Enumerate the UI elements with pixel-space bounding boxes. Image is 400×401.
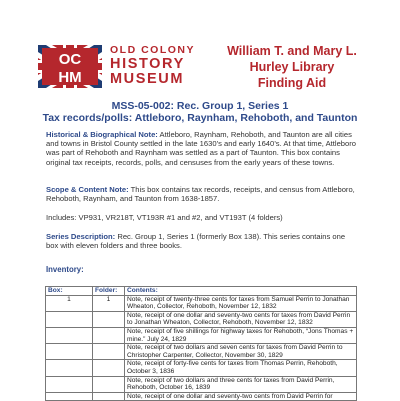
series-description-label: Series Description: xyxy=(46,232,116,241)
historical-note-text: Attleboro, Raynham, Rehoboth, and Taunton are all cities and towns in Bristol County settled in the late 1630’s and early 1640’s. At that time, Attleboro was part of Rehoboth and Raynham was settled as a part of Taunton. This box contains original tax receipts, records, polls, and censuses from the early years of these towns. xyxy=(46,130,356,167)
museum-name-line1: OLD COLONY xyxy=(110,44,195,56)
series-description-text: Rec. Group 1, Series 1 (formerly Box 138). This series contains one box with eleven folders and three books. xyxy=(46,232,346,251)
document-title xyxy=(20,100,380,124)
cell-contents: Note, receipt of twenty-three cents for taxes from Samuel Perrin to Jonathan Wheaton, Collector, Rehoboth, November 12, 1832 xyxy=(125,295,357,311)
cell-box xyxy=(46,376,93,392)
logo-text-top: OC xyxy=(58,51,82,68)
museum-name-line3: MUSEUM xyxy=(110,71,185,87)
cell-folder xyxy=(93,327,125,343)
series-description xyxy=(46,232,358,250)
cell-folder: 1 xyxy=(93,295,125,311)
cell-contents: Note, receipt of two dollars and seven cents for taxes from David Perrin to Christopher Carpenter, Collector, November 30, 1829 xyxy=(125,344,357,360)
library-line3: Finding Aid xyxy=(257,76,327,90)
inventory-header-row xyxy=(46,287,357,296)
cell-contents: Note, receipt of one dollar and seventy-two cents for taxes from David Perrin to Jonathan Wheaton, Collector, Rehoboth, November 12, 1832 xyxy=(125,311,357,327)
historical-note xyxy=(46,130,358,167)
library-heading xyxy=(202,43,382,91)
cell-box xyxy=(46,311,93,327)
header-box: Box: xyxy=(46,287,93,296)
table-row xyxy=(46,327,357,343)
includes-note: Includes: VP931, VR218T, VT193R #1 and #2, and VT193T (4 folders) xyxy=(46,213,283,222)
title-line2: Tax records/polls: Attleboro, Raynham, Rehoboth, and Taunton xyxy=(42,112,358,124)
cell-contents: Note, receipt of forty-five cents for taxes from Thomas Perrin, Rehoboth, October 3, 1836 xyxy=(125,360,357,376)
cell-folder xyxy=(93,311,125,327)
cell-folder xyxy=(93,344,125,360)
inventory-label: Inventory: xyxy=(46,265,84,274)
cell-box xyxy=(46,344,93,360)
logo-text-bottom: HM xyxy=(58,69,82,86)
scope-note-label: Scope & Content Note: xyxy=(46,185,129,194)
table-row xyxy=(46,311,357,327)
cell-box xyxy=(46,327,93,343)
ochm-logo xyxy=(38,45,102,88)
table-row xyxy=(46,295,357,311)
header-contents: Contents: xyxy=(125,287,357,296)
scope-note-text: This box contains tax records, receipts, and census from Attleboro, Rehoboth, Raynham, and Taunton from 1638-1857. xyxy=(46,185,355,204)
scope-note xyxy=(46,185,358,203)
inventory-table xyxy=(45,286,357,401)
historical-note-label: Historical & Biographical Note: xyxy=(46,130,158,139)
library-line2: Hurley Library xyxy=(249,60,335,74)
cell-contents: Note, receipt of one dollar and seventy-two cents from David Perrin for xyxy=(125,392,357,401)
cell-box xyxy=(46,360,93,376)
table-row xyxy=(46,344,357,360)
museum-name-line2: HISTORY xyxy=(110,56,185,72)
library-line1: William T. and Mary L. xyxy=(227,44,357,58)
cell-folder xyxy=(93,376,125,392)
cell-contents: Note, receipt of five shillings for highway taxes for Rehoboth, “Jons Thomas + mine.” July 24, 1829 xyxy=(125,327,357,343)
cell-contents: Note, receipt of two dollars and three cents for taxes from David Perrin, Rehoboth, October 16, 1839 xyxy=(125,376,357,392)
header-folder: Folder: xyxy=(93,287,125,296)
table-row xyxy=(46,376,357,392)
cell-box: 1 xyxy=(46,295,93,311)
cell-folder xyxy=(93,360,125,376)
title-line1: MSS-05-002: Rec. Group 1, Series 1 xyxy=(111,100,289,112)
table-row xyxy=(46,360,357,376)
